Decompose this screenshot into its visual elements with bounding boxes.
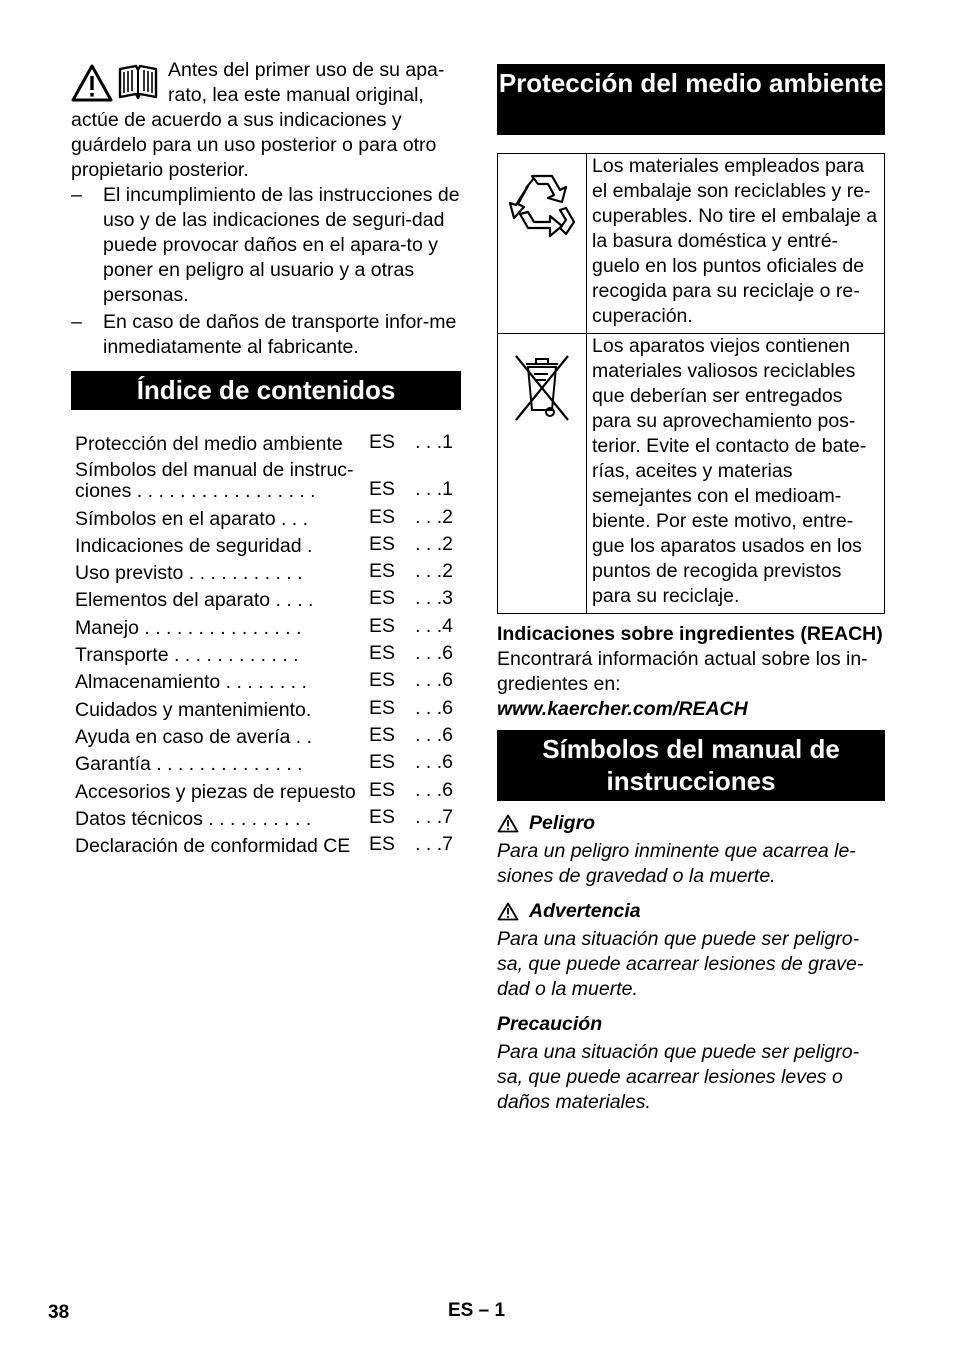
toc-title: Accesorios y piezas de repuesto [75,780,356,803]
toc-page: . . .6 [415,642,453,665]
open-book-icon [116,64,160,102]
section-page: ES – 1 [448,1300,506,1321]
toc-row[interactable] [75,502,461,529]
toc-lang: ES [369,669,396,692]
warning-text: Para una situación que puede ser peligro-sa, que puede acarrear lesiones de grave-dad o la muerte. [497,928,864,1000]
environment-table [497,153,885,614]
toc-row[interactable] [75,428,461,455]
intro-icons [71,64,161,104]
page-number: 38 [48,1302,70,1323]
toc-title: Ayuda en caso de avería . . [75,725,313,748]
recycling-icon [504,166,580,242]
toc-lang: ES [369,614,396,637]
toc-row[interactable] [75,584,461,611]
toc-row[interactable] [75,830,461,857]
toc-row[interactable] [75,666,461,693]
toc-lang: ES [369,642,396,665]
danger-label-text: Peligro [529,812,596,834]
danger-text: Para un peligro inminente que acarrea le-siones de gravedad o la muerte. [497,840,856,887]
toc-row[interactable] [75,611,461,638]
toc-page: . . .2 [415,505,453,528]
reach-text: Encontrará información actual sobre los in-gredientes en: [497,648,868,695]
toc-lang: ES [369,560,396,583]
toc-row[interactable] [75,693,461,720]
toc-lang: ES [369,532,396,555]
toc-row[interactable] [75,557,461,584]
intro-block [71,58,461,360]
environment-heading: Protección del medio ambiente [497,64,885,135]
toc-page: . . .6 [415,723,453,746]
icon-cell [498,154,587,334]
toc-title: Símbolos del manual de instruc-ciones . . . . . . . . . . . . . . . . . [75,459,354,503]
danger-label [497,811,885,836]
crossed-out-bin-icon [512,350,572,426]
toc-title: Indicaciones de seguridad . [75,534,313,557]
toc-page: . . .1 [415,478,453,501]
table-row [498,334,885,614]
toc-row[interactable] [75,748,461,775]
toc-page: . . .6 [415,696,453,719]
right-column [497,64,885,1115]
toc-title: Declaración de conformidad CE [75,835,351,858]
reach-link[interactable]: www.kaercher.com/REACH [497,698,748,720]
environment-text: Los aparatos viejos contienen materiales valiosos reciclables que deberían ser entregados para su aprovechamiento pos-terior. Evite el contacto de bate-rías, aceites y materias semejantes con el medioam-biente. Por este motivo, entre-gue los aparatos usados en los puntos de recogida previstos para su reciclaje. [587,334,885,614]
list-item: – El incumplimiento de las instrucciones de uso y de las indicaciones de seguri-dad puede provocar daños en el apara-to y poner en peligro al usuario y a otras personas. [71,183,461,308]
intro-line-2: rato, lea este manual original, [168,84,424,106]
warning-triangle-icon [497,902,519,921]
toc-lang: ES [369,805,396,828]
symbols-heading: Símbolos del manual de instrucciones [497,730,885,801]
toc-title: Cuidados y mantenimiento. [75,698,312,721]
toc-title: Protección del medio ambiente [75,433,343,456]
toc-row[interactable] [75,530,461,557]
toc-lang: ES [369,723,396,746]
reach-title: Indicaciones sobre ingredientes (REACH) [497,623,883,645]
toc-page: . . .6 [415,778,453,801]
list-item: – En caso de daños de transporte infor-me inmediatamente al fabricante. [71,310,461,360]
toc-lang: ES [369,505,396,528]
toc-page: . . .7 [415,805,453,828]
toc-page: . . .1 [415,431,453,454]
intro-list [71,183,461,360]
toc-page: . . .6 [415,669,453,692]
toc-row[interactable] [75,721,461,748]
left-column [71,58,461,857]
toc-lang: ES [369,696,396,719]
warning-label-text: Advertencia [529,900,641,922]
toc-title: Garantía . . . . . . . . . . . . . . [75,753,303,776]
warning-triangle-icon [497,814,519,833]
toc-title: Uso previsto . . . . . . . . . . . [75,562,303,585]
toc-lang: ES [369,431,396,454]
intro-paragraph: actúe de acuerdo a sus indicaciones y guárdelo para un uso posterior o para otro propietario posterior. [71,109,437,181]
environment-text: Los materiales empleados para el embalaje son reciclables y re-cuperables. No tire el embalaje a la basura doméstica y entré-guelo en los puntos oficiales de recogida para su reciclaje o re-cuperación. [587,154,885,334]
table-row [498,154,885,334]
toc-page: . . .6 [415,751,453,774]
toc-lang: ES [369,833,396,856]
toc-lang: ES [369,751,396,774]
icon-cell [498,334,587,614]
toc-page: . . .2 [415,560,453,583]
toc-lang: ES [369,778,396,801]
table-of-contents [71,428,461,857]
toc-page: . . .2 [415,532,453,555]
toc-row[interactable] [75,803,461,830]
toc-title: Elementos del aparato . . . . [75,589,314,612]
toc-title: Transporte . . . . . . . . . . . . [75,644,299,667]
caution-label [497,1012,885,1037]
toc-row[interactable] [75,775,461,802]
toc-row[interactable] [75,639,461,666]
caution-text: Para una situación que puede ser peligro-sa, que puede acarrear lesiones leves o daños materiales. [497,1041,860,1113]
caution-label-text: Precaución [497,1013,603,1035]
toc-title: Manejo . . . . . . . . . . . . . . . [75,616,302,639]
intro-line-1: Antes del primer uso de su apa- [168,59,445,81]
toc-page: . . .7 [415,833,453,856]
toc-title: Almacenamiento . . . . . . . . [75,671,307,694]
warning-label [497,899,885,924]
toc-lang: ES [369,478,396,501]
toc-title: Datos técnicos . . . . . . . . . . [75,807,312,830]
warning-triangle-icon [71,64,113,102]
toc-row[interactable] [75,455,461,502]
toc-heading: Índice de contenidos [71,371,461,410]
toc-page: . . .4 [415,614,453,637]
toc-page: . . .3 [415,587,453,610]
toc-lang: ES [369,587,396,610]
toc-title: Símbolos en el aparato . . . [75,507,309,530]
